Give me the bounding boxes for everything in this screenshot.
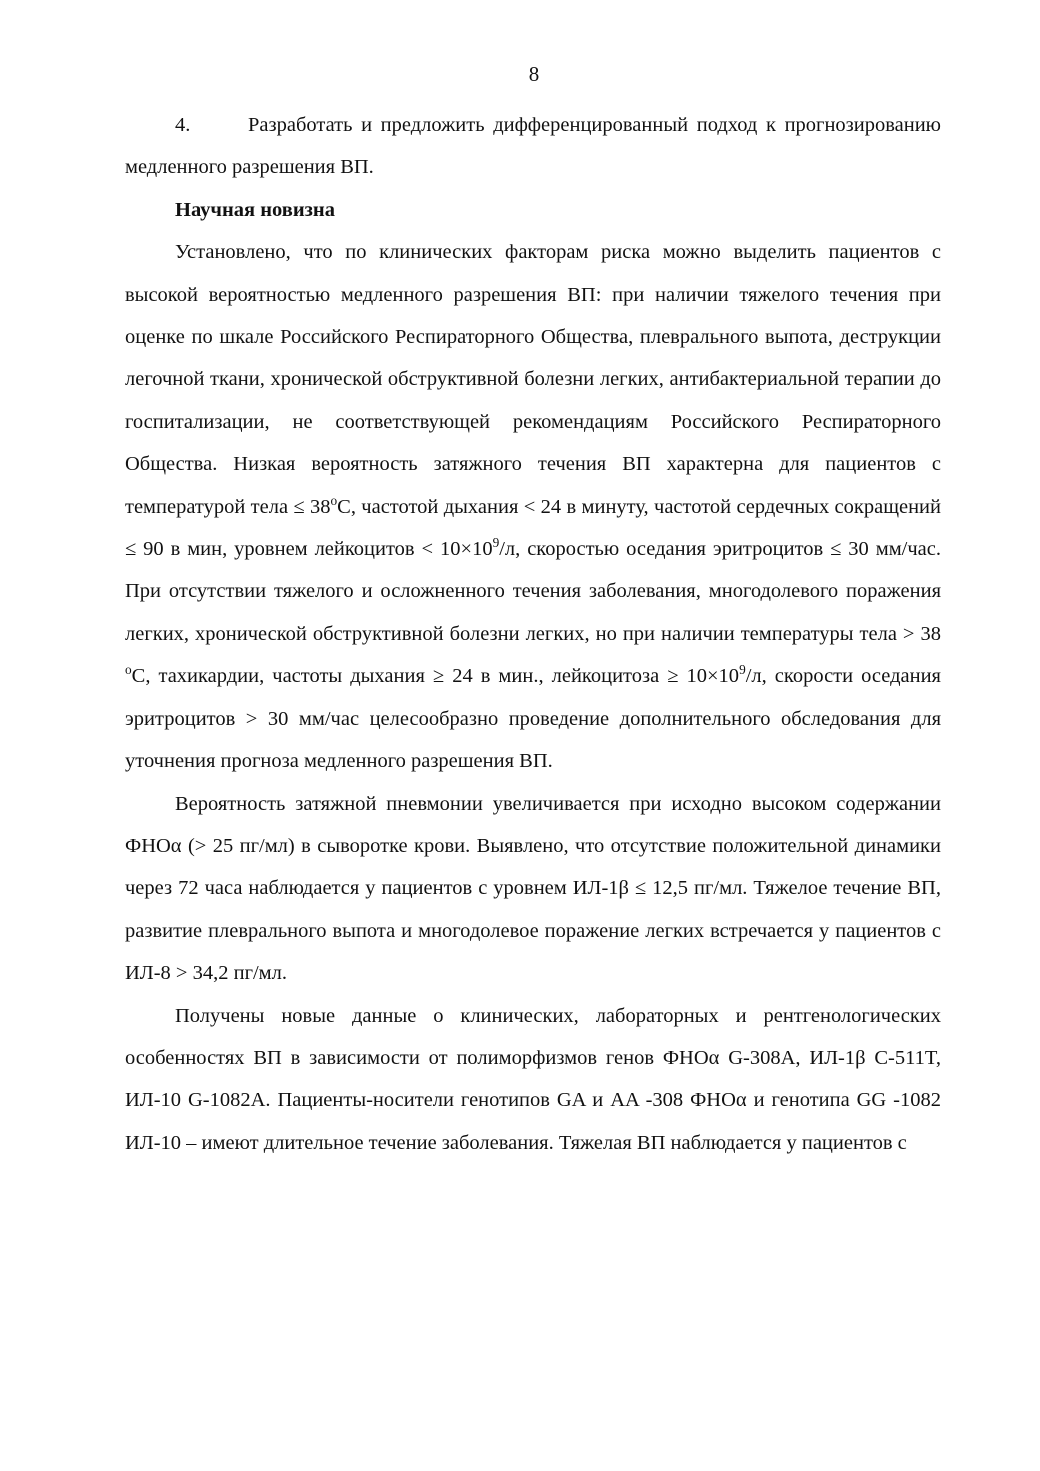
paragraph-text: /л, скоростью оседания эритроцитов ≤ 30 мм/час. При отсутствии тяжелого и осложненного течения заболевания, многодолевого поражения легких, хронической обструктивной болезни легких, но при наличии температуры тела > 38 <box>125 538 941 645</box>
list-item-4 <box>125 104 941 189</box>
paragraph-text: С, тахикардии, частоты дыхания ≥ 24 в мин., лейкоцитоза ≥ 10×10 <box>131 665 740 688</box>
paragraph-text: Установлено, что по клинических факторам риска можно выделить пациентов с высокой вероятностью медленного разрешения ВП: при наличии тяжелого течения при оценке по шкале Российского Респираторного Общества, плеврального выпота, деструкции легочной ткани, хронической обструктивной болезни легких, антибактериальной терапии до госпитализации, не соответствующей рекомендациям Российского Респираторного Общества. Низкая вероятность затяжного течения ВП характерна для пациентов с температурой тела ≤ 38 <box>125 241 941 518</box>
exponent-sup: 9 <box>492 535 500 551</box>
degree-sup: о <box>330 492 338 508</box>
list-item-number: 4. <box>175 114 191 136</box>
page-body <box>125 104 941 1164</box>
exponent-sup: 9 <box>739 662 746 678</box>
degree-sup: о <box>125 662 132 678</box>
paragraph-text: С, частотой дыхания < 24 в минуту, частотой сердечных сокращений ≤ 90 в мин, уровнем лейкоцитов < 10×10 <box>125 495 941 561</box>
paragraph-risk-factors <box>125 231 941 782</box>
paragraph-text: /л, скорости оседания эритроцитов > 30 мм/час целесообразно проведение дополнительного обследования для уточнения прогноза медленного разрешения ВП. <box>125 665 941 773</box>
page-number: 8 <box>528 62 540 86</box>
paragraph-polymorphisms: Получены новые данные о клинических, лабораторных и рентгенологических особенностях ВП в зависимости от полиморфизмов генов ФНОα G-308A, ИЛ-1β C-511T, ИЛ-10 G-1082A. Пациенты-носители генотипов GA и AA -308 ФНОα и генотипа GG -1082 ИЛ-10 – имеют длительное течение заболевания. Тяжелая ВП наблюдается у пациентов с <box>125 1004 941 1154</box>
list-item-text: Разработать и предложить дифференцированный подход к прогнозированию медленного разрешения ВП. <box>125 114 941 179</box>
paragraph-cytokines: Вероятность затяжной пневмонии увеличивается при исходно высоком содержании ФНОα (> 25 пг/мл) в сыворотке крови. Выявлено, что отсутствие положительной динамики через 72 часа наблюдается у пациентов с уровнем ИЛ-1β ≤ 12,5 пг/мл. Тяжелое течение ВП, развитие плеврального выпота и многодолевое поражение легких встречается у пациентов с ИЛ-8 > 34,2 пг/мл. <box>125 792 941 985</box>
section-heading: Научная новизна <box>175 198 335 221</box>
